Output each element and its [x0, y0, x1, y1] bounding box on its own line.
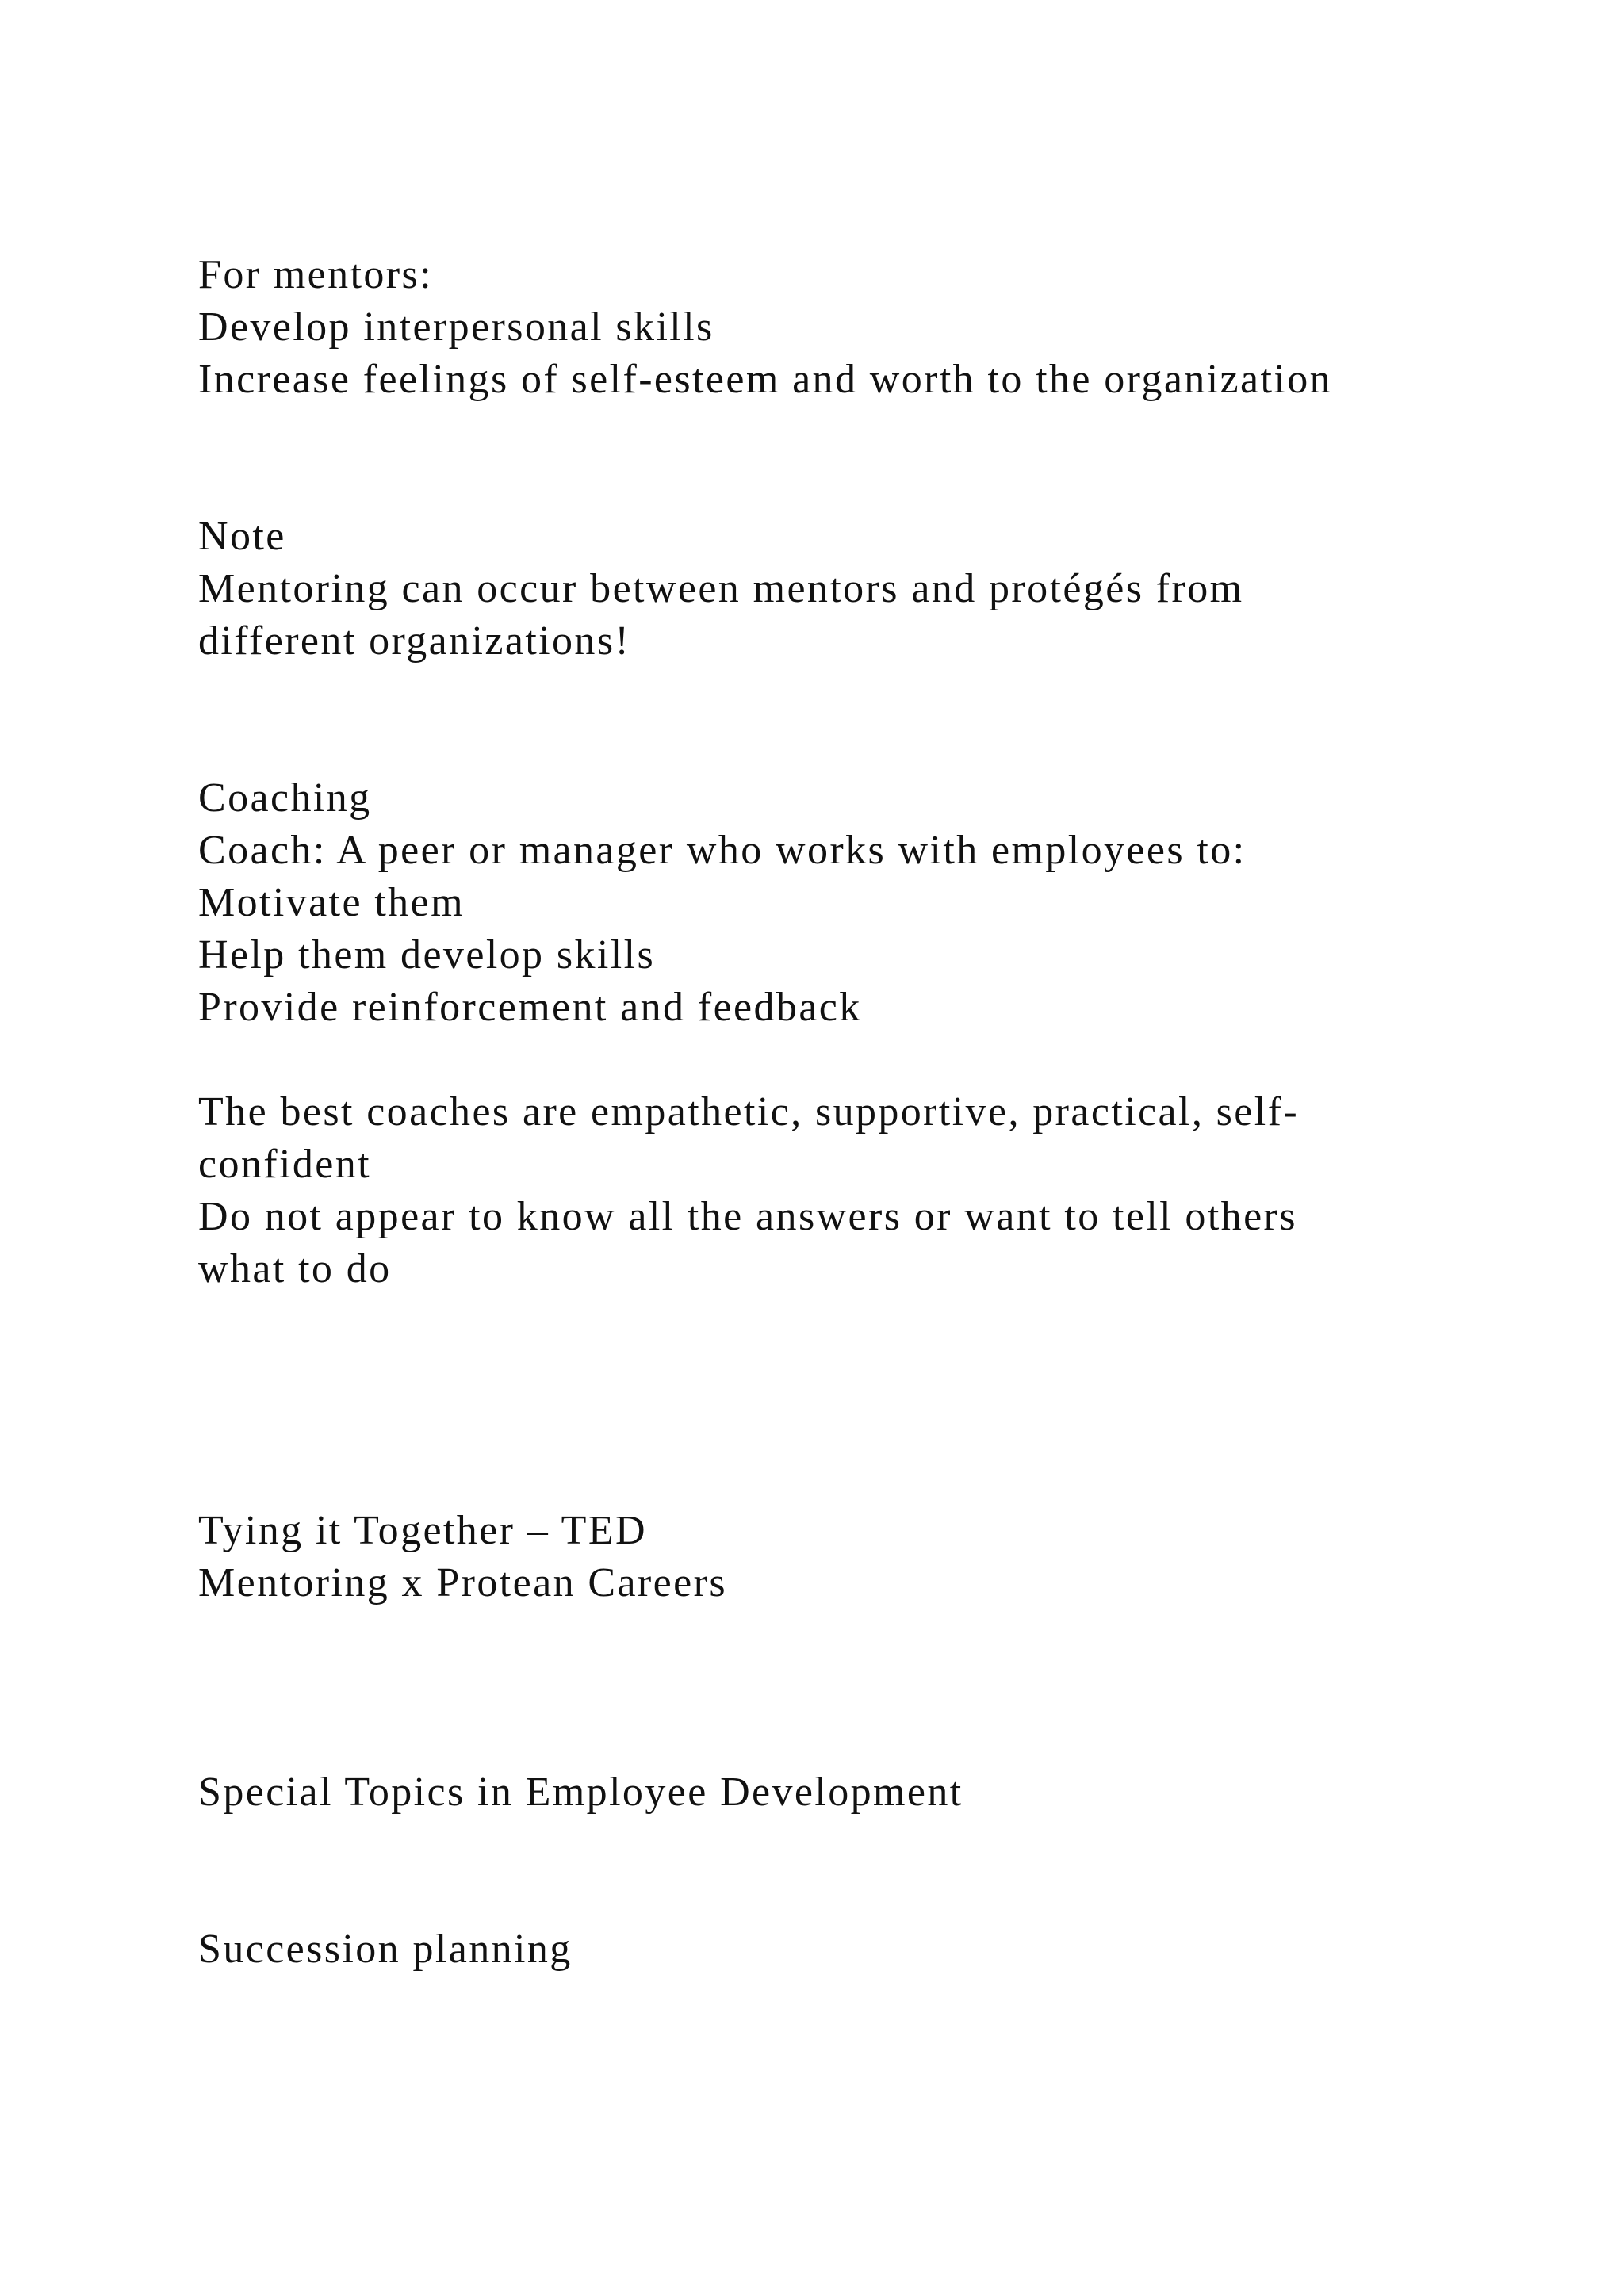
coaching-best-line: confident	[198, 1142, 371, 1187]
coaching-item: Provide reinforcement and feedback	[198, 985, 862, 1030]
coaching-item: Motivate them	[198, 880, 465, 925]
mentors-heading: For mentors:	[198, 252, 434, 297]
succession-heading: Succession planning	[198, 1927, 573, 1972]
note-line: Mentoring can occur between mentors and protégés from	[198, 566, 1244, 611]
mentors-item: Increase feelings of self-esteem and worth to the organization	[198, 357, 1333, 402]
note-heading: Note	[198, 514, 286, 559]
coaching-item: Help them develop skills	[198, 932, 656, 978]
coaching-best-line: The best coaches are empathetic, supportive, practical, self-	[198, 1089, 1300, 1135]
special-topics-heading: Special Topics in Employee Development	[198, 1770, 963, 1815]
coaching-heading: Coaching	[198, 775, 372, 821]
note-line: different organizations!	[198, 618, 631, 664]
coaching-best-line: Do not appear to know all the answers or want to tell others	[198, 1194, 1297, 1239]
mentors-item: Develop interpersonal skills	[198, 304, 714, 350]
coaching-best-line: what to do	[198, 1246, 392, 1292]
coaching-definition: Coach: A peer or manager who works with employees to:	[198, 828, 1247, 873]
tying-heading: Tying it Together – TED	[198, 1508, 647, 1553]
tying-subheading: Mentoring x Protean Careers	[198, 1560, 727, 1605]
